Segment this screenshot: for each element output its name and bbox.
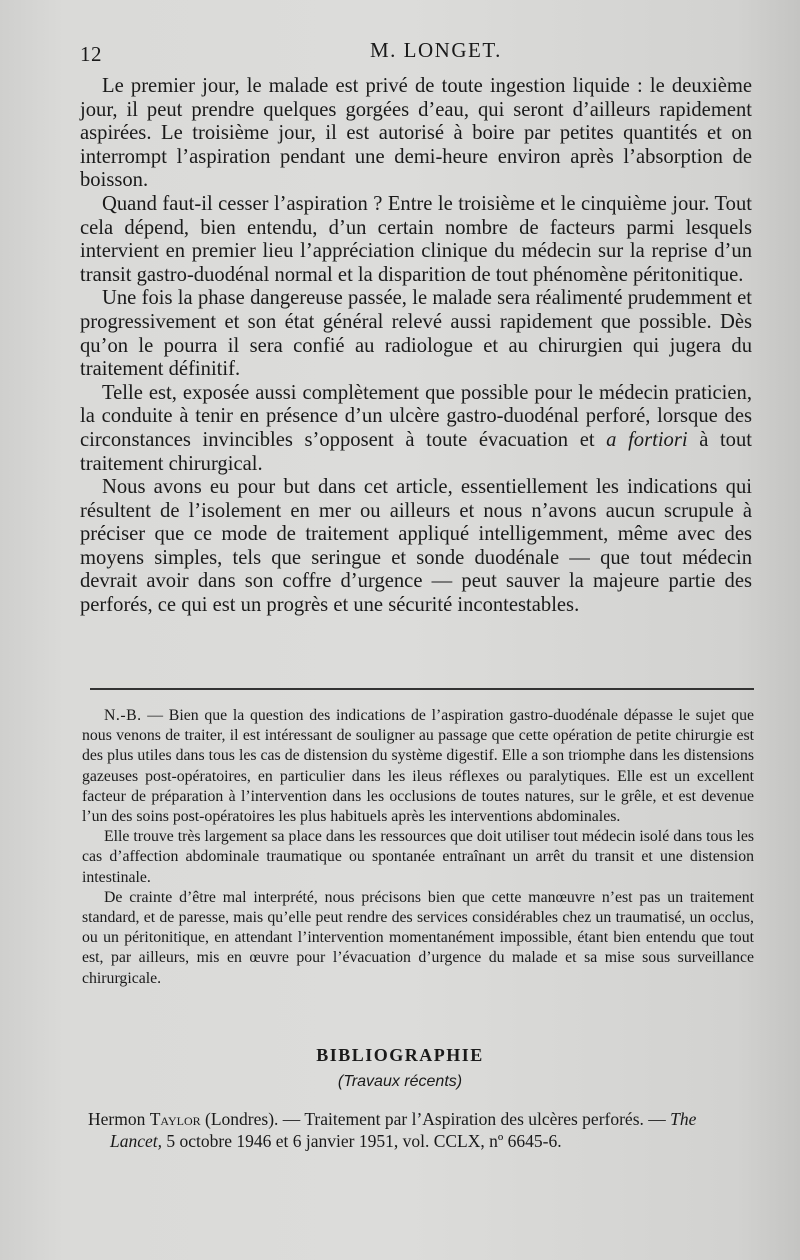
nb-text: — Bien que la question des indications de l’aspiration gastro-duodénale dépasse le sujet que nous venons de traiter, il est intéressant de souligner au passage que cette opération de petite chirurgie est des plus utiles dans tous les cas de distension du système digestif. Elle a son triomphe dans les distensions gazeuses post-opératoires, en particulier dans les ileus réflexes ou paralytiques. Elle est un excellent facteur de préparation à l’intervention dans les occlusions de toutes natures, sur le grêle, et est devenue l’un des soins post-opératoires les plus habituels après les interventions abdominales. xyxy=(82,707,754,826)
entry-title: — Traitement par l’Aspiration des ulcères perforés. — xyxy=(278,1109,671,1129)
note-paragraph-3: De crainte d’être mal interprété, nous précisons bien que cette manœuvre n’est pas un traitement standard, et de paresse, mais qu’elle peut rendre des services considérables chez un traumatisé, un occlus, ou un péritonitique, en attendant l’intervention momentanément impossible, étant bien entendu que tout est, par ailleurs, mis en œuvre pour l’évacuation d’urgence du malade et sa mise sous surveillance chirurgicale. xyxy=(82,888,754,987)
page-number: 12 xyxy=(80,42,102,66)
paragraph-3: Une fois la phase dangereuse passée, le malade sera réalimenté prudemment et progressivement et son état général relevé aussi rapidement que possible. Dès qu’on le pourra il sera confié au radiologue et au chirurgien qui jugera du traitement définitif. xyxy=(80,287,752,381)
paragraph-2: Quand faut-il cesser l’aspiration ? Entre le troisième et le cinquième jour. Tout cela dépend, bien entendu, d’un certain nombre de facteurs parmi lesquels intervient en premier lieu l’appréciation clinique du médecin sur la reprise d’un transit gastro-duodénal normal et la disparition de tout phénomène péritonitique. xyxy=(80,192,752,286)
bibliography-title: BIBLIOGRAPHIE xyxy=(316,1045,484,1065)
paragraph-4 xyxy=(80,382,752,476)
nb-note xyxy=(82,706,754,827)
entry-journal-b: Lancet, xyxy=(110,1131,163,1151)
entry-location: (Londres). xyxy=(200,1109,279,1129)
entry-author-first: Hermon xyxy=(88,1109,146,1129)
section-divider xyxy=(90,688,754,690)
paragraph-4-italic: a fortiori xyxy=(606,428,688,451)
entry-line-2 xyxy=(88,1130,752,1152)
paragraph-4-text-b: à tout traitement chirurgical. xyxy=(80,428,752,475)
running-head: M. LONGET. xyxy=(370,38,502,62)
main-text xyxy=(80,75,752,618)
bibliography-subtitle: (Travaux récents) xyxy=(337,1073,463,1090)
bibliography-entry xyxy=(88,1108,752,1152)
nb-label: N.-B. xyxy=(104,707,142,724)
paragraph-1: Le premier jour, le malade est privé de toute ingestion liquide : le deuxième jour, il peut prendre quelques gorgées d’eau, qui seront d’ailleurs rapidement aspirées. Le troisième jour, il est autorisé à boire par petites quantités et on interrompt l’aspiration pendant une demi-heure environ après l’absorption de boisson. xyxy=(80,75,752,192)
note-paragraph-2: Elle trouve très largement sa place dans les ressources que doit utiliser tout médecin isolé dans tous les cas d’affection abdominale traumatique ou spontanée entraînant un arrêt du transit et une distension intestinale. xyxy=(82,828,754,886)
footnote-block xyxy=(82,706,754,989)
page-header xyxy=(80,38,750,66)
entry-author-last: Taylor xyxy=(149,1109,201,1129)
entry-details: 5 octobre 1946 et 6 janvier 1951, vol. CCLX, nº 6645-6. xyxy=(162,1131,562,1151)
paragraph-5: Nous avons eu pour but dans cet article, essentiellement les indications qui résultent de l’isolement en mer ou ailleurs et nous n’avons aucun scrupule à préciser que ce mode de traitement appliqué intelligemment, même avec des moyens simples, tels que seringue et sonde duodénale — que tout médecin devrait avoir dans son coffre d’urgence — peut sauver la majeure partie des perforés, ce qui est un progrès et une sécurité incontestables. xyxy=(80,476,752,617)
paragraph-4-text-a: Telle est, exposée aussi complètement que possible pour le médecin praticien, la conduite à tenir en présence d’un ulcère gastro-duodénal perforé, lorsque des circonstances invincibles s’opposent à toute évacuation et xyxy=(80,381,752,451)
entry-journal-a: The xyxy=(670,1109,697,1129)
